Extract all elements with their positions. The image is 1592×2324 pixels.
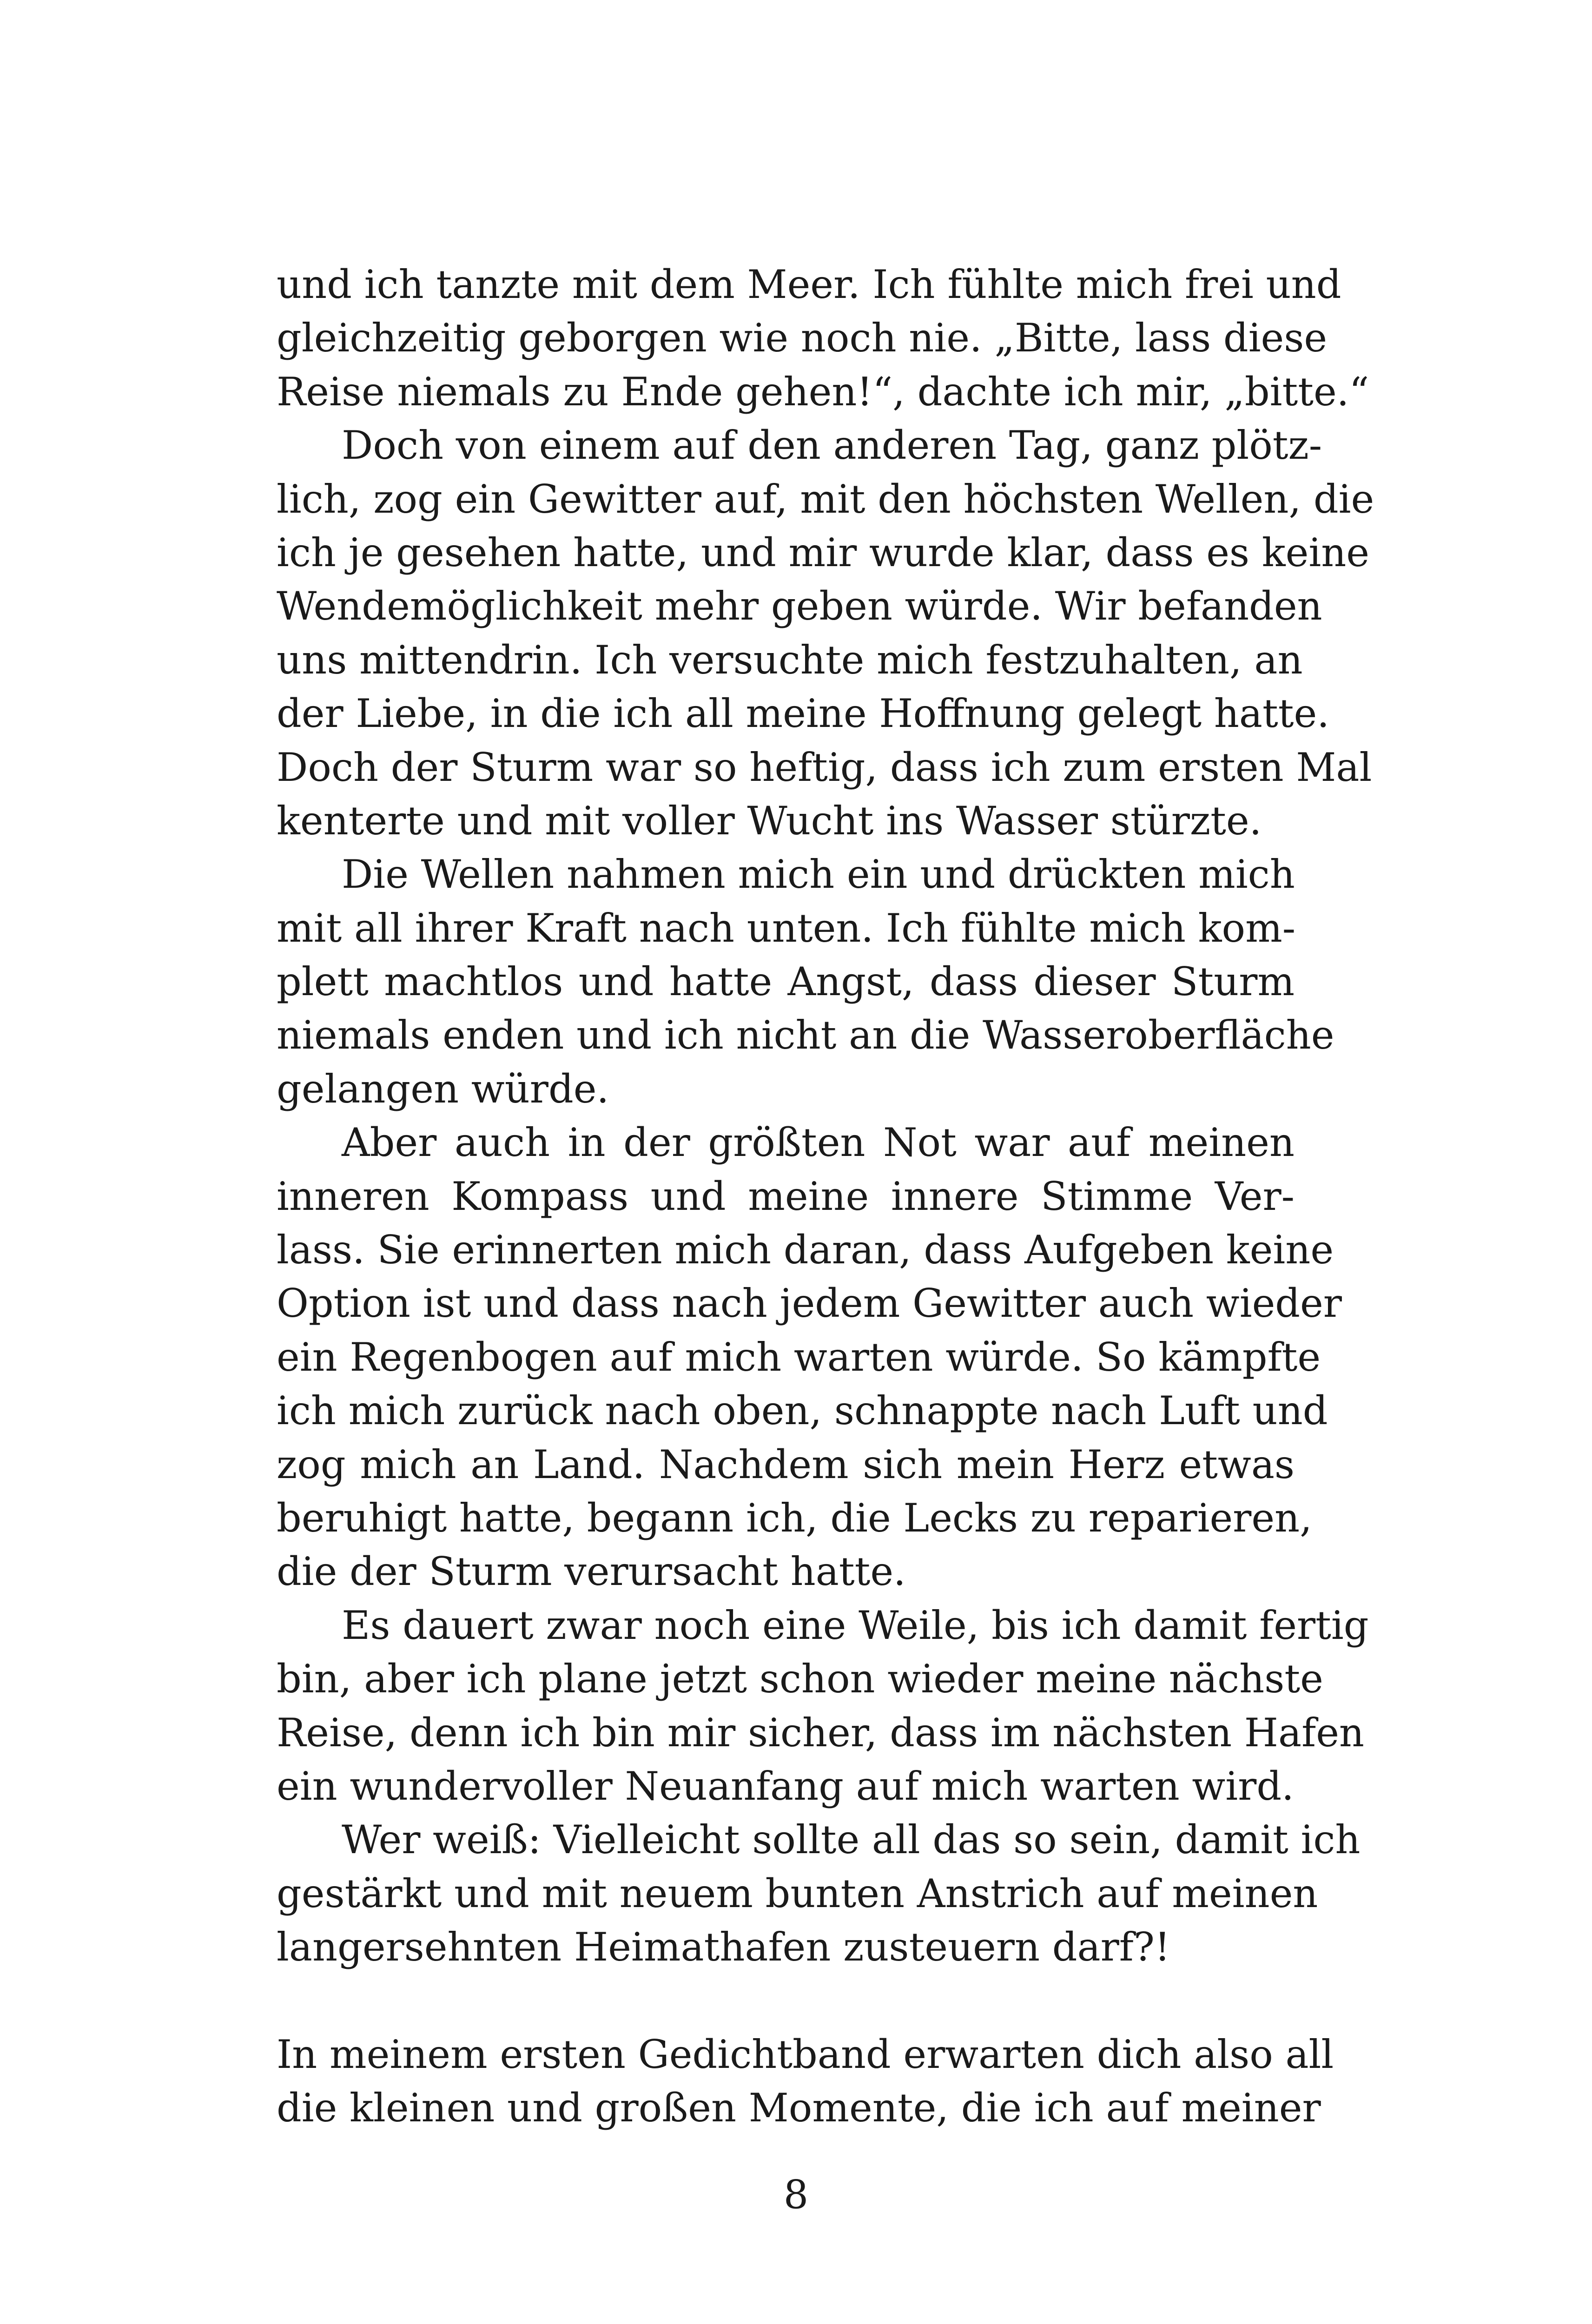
text-line: ein Regenbogen auf mich warten würde. So kämpfte (277, 1334, 1321, 1380)
text-line: Wer weiß: Vielleicht sollte all das so sein, damit ich (342, 1817, 1361, 1863)
paragraph (277, 1116, 1342, 1599)
text-line: niemals enden und ich nicht an die Wasseroberfläche (277, 1012, 1334, 1058)
text-line: lass. Sie erinnerten mich daran, dass Aufgeben keine (277, 1227, 1334, 1273)
text-line: und ich tanzte mit dem Meer. Ich fühlte mich frei und (277, 262, 1341, 307)
text-line: Es dauert zwar noch eine Weile, bis ich damit fertig (342, 1602, 1369, 1648)
text-line: Die Wellen nahmen mich ein und drückten mich (342, 852, 1295, 898)
paragraph (277, 258, 1369, 419)
paragraph (277, 419, 1374, 848)
text-line: inneren Kompass und meine innere Stimme Ver- (277, 1173, 1295, 1219)
text-line: bin, aber ich plane jetzt schon wieder meine nächste (277, 1656, 1323, 1702)
text-line: Wendemöglichkeit mehr geben würde. Wir befanden (277, 583, 1322, 629)
text-line: Doch von einem auf den anderen Tag, ganz plötz- (342, 423, 1322, 469)
text-line: mit all ihrer Kraft nach unten. Ich fühlte mich kom- (277, 905, 1296, 951)
body-text (277, 258, 1374, 2135)
text-line: lich, zog ein Gewitter auf, mit den höchsten Wellen, die (277, 476, 1374, 522)
text-line: Doch der Sturm war so heftig, dass ich zum ersten Mal (277, 744, 1372, 790)
text-line: ich je gesehen hatte, und mir wurde klar, dass es keine (277, 529, 1370, 575)
text-line: plett machtlos und hatte Angst, dass dieser Sturm (277, 959, 1295, 1005)
text-line: ein wundervoller Neuanfang auf mich warten wird. (277, 1763, 1294, 1809)
text-line: langersehnten Heimathafen zusteuern darf?! (277, 1924, 1170, 1970)
text-line: Aber auch in der größten Not war auf meinen (342, 1120, 1295, 1166)
text-line: beruhigt hatte, begann ich, die Lecks zu reparieren, (277, 1495, 1312, 1541)
text-line: die kleinen und großen Momente, die ich auf meiner (277, 2085, 1321, 2131)
page-number: 8 (783, 2172, 809, 2218)
text-line: Reise niemals zu Ende gehen!“, dachte ich mir, „bitte.“ (277, 369, 1369, 415)
text-line: gleichzeitig geborgen wie noch nie. „Bitte, lass diese (277, 315, 1328, 361)
text-line: kenterte und mit voller Wucht ins Wasser stürzte. (277, 798, 1262, 844)
text-line: Option ist und dass nach jedem Gewitter auch wieder (277, 1281, 1342, 1327)
text-line: Reise, denn ich bin mir sicher, dass im nächsten Hafen (277, 1710, 1365, 1756)
text-line: gestärkt und mit neuem bunten Anstrich auf meinen (277, 1870, 1318, 1916)
paragraph (277, 2028, 1334, 2135)
paragraph (277, 1813, 1361, 1974)
paragraph (277, 1599, 1369, 1814)
text-line: gelangen würde. (277, 1066, 609, 1112)
text-line: uns mittendrin. Ich versuchte mich festzuhalten, an (277, 637, 1303, 683)
text-line: ich mich zurück nach oben, schnappte nach Luft und (277, 1388, 1328, 1434)
paragraph (277, 848, 1334, 1116)
text-line: der Liebe, in die ich all meine Hoffnung gelegt hatte. (277, 691, 1329, 737)
text-line: In meinem ersten Gedichtband erwarten dich also all (277, 2031, 1334, 2077)
text-line: die der Sturm verursacht hatte. (277, 1549, 906, 1595)
text-line: zog mich an Land. Nachdem sich mein Herz etwas (277, 1441, 1295, 1487)
paragraph-gap (277, 1974, 1295, 2028)
